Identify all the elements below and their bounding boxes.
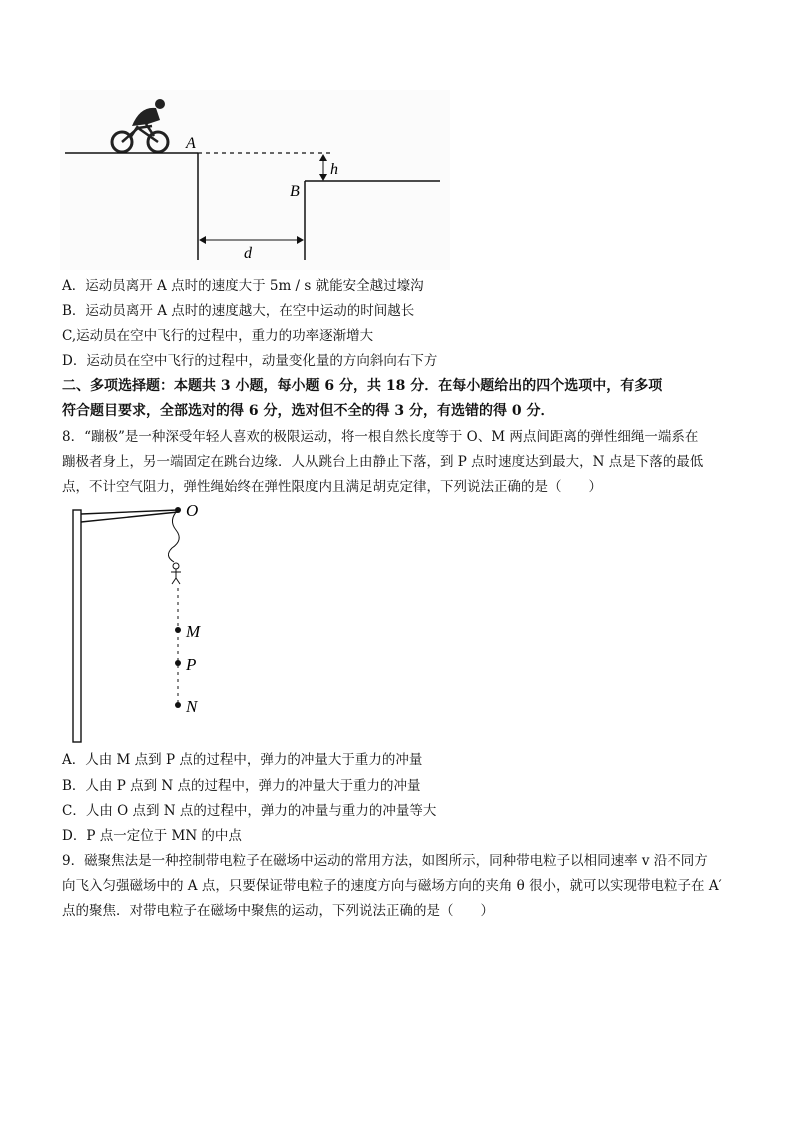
label-b: B (290, 183, 300, 200)
label-d: d (244, 245, 252, 262)
label-h: h (330, 161, 338, 178)
q7-option-b: B．运动员离开 A 点时的速度越大，在空中运动的时间越长 (62, 303, 415, 319)
ditch-figure (60, 90, 450, 270)
label-m: M (186, 622, 201, 641)
q7-option-d: D．运动员在空中飞行的过程中，动量变化量的方向斜向右下方 (62, 353, 438, 369)
label-o: O (186, 501, 199, 520)
label-n: N (186, 697, 198, 716)
label-a: A (186, 135, 196, 152)
q7-option-c: C,运动员在空中飞行的过程中，重力的功率逐渐增大 (62, 328, 374, 344)
q8-option-d: D．P 点一定位于 MN 的中点 (62, 828, 242, 844)
q8-option-b: B．人由 P 点到 N 点的过程中，弹力的冲量大于重力的冲量 (62, 778, 421, 794)
q7-option-a: A．运动员离开 A 点时的速度大于 5m / s 就能安全越过壕沟 (62, 278, 424, 294)
person-icon (171, 563, 181, 584)
bungee-figure (60, 500, 260, 750)
section-2-heading-cont: 符合题目要求，全部选对的得 6 分，选对但不全的得 3 分，有选错的得 0 分． (62, 403, 555, 419)
q9-stem-line-1: 9．磁聚焦法是一种控制带电粒子在磁场中运动的常用方法，如图所示，同种带电粒子以相同速率 v 沿不同方 (62, 853, 708, 869)
label-p: P (186, 655, 197, 674)
q8-stem-line-3: 点，不计空气阻力，弹性绳始终在弹性限度内且满足胡克定律，下列说法正确的是（ ） (62, 479, 602, 495)
q8-option-a: A．人由 M 点到 P 点的过程中，弹力的冲量大于重力的冲量 (62, 752, 423, 768)
q8-stem-line-2: 蹦极者身上，另一端固定在跳台边缘．人从跳台上由静止下落，到 P 点时速度达到最大，N 点是下落的最低 (62, 454, 704, 470)
section-2-heading: 二、多项选择题：本题共 3 小题，每小题 6 分，共 18 分．在每小题给出的四个选项中，有多项 (62, 378, 663, 394)
q8-option-c: C．人由 O 点到 N 点的过程中，弹力的冲量与重力的冲量等大 (62, 803, 437, 819)
q8-stem-line-1: 8．“蹦极”是一种深受年轻人喜欢的极限运动，将一根自然长度等于 O、M 两点间距离的弹性细绳一端系在 (62, 429, 699, 445)
q9-stem-line-3: 点的聚焦．对带电粒子在磁场中聚焦的运动，下列说法正确的是（ ） (62, 903, 494, 919)
q9-stem-line-2: 向飞入匀强磁场中的 A 点，只要保证带电粒子的速度方向与磁场方向的夹角 θ 很小，就可以实现带电粒子在 A′ (62, 878, 722, 894)
